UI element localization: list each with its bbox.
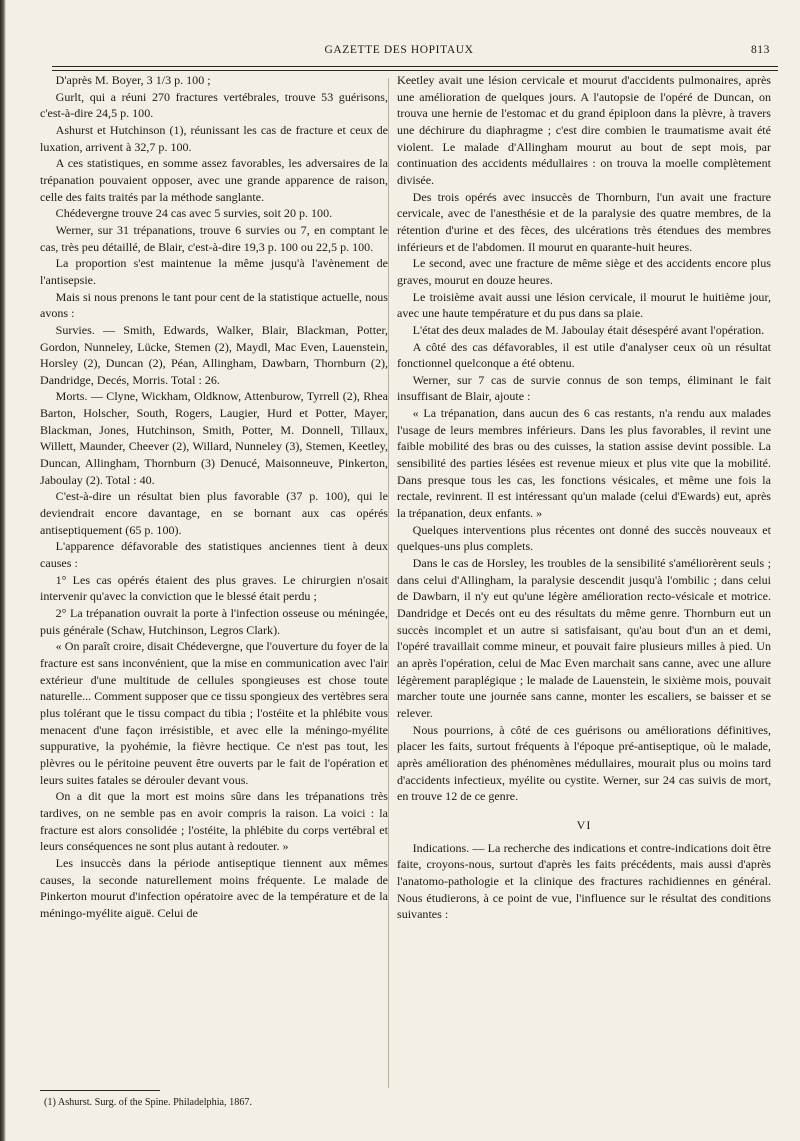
survivors-list: Survies. — Smith, Edwards, Walker, Blair, Blackman, Potter, Gordon, Nunneley, Lücke, Stemen (2), Maydl, Mac Even, Lauenstein, Horsley (2), Duncan (2), Péan, Allingham, Dawbarn, Thornburn (2), Dandridge, Decés, Morris. Total : 26. — [40, 322, 388, 387]
paragraph: D'après M. Boyer, 3 1/3 p. 100 ; — [55, 73, 211, 87]
paragraph: Keetley avait une lésion cervicale et mourut d'accidents pulmonaires, après une amélioration de quelques jours. A l'autopsie de l'opéré de Duncan, on trouva une hernie de l'estomac et du grand épiploon dans la plèvre, à travers une déchirure du diaphragme ; c'est dire combien le traumatisme avait été violent. Le malade d'Allingham mourut au bout de sept mois, par continuation des accidents médullaires : on trouva la moelle complètement divisée. — [397, 73, 771, 187]
section-number: VI — [576, 817, 592, 832]
paragraph: Le troisième avait aussi une lésion cervicale, il mourut le huitième jour, avec une haute température et du pus dans sa plaie. — [397, 289, 771, 321]
paragraph: Ashurst et Hutchinson (1), réunissant les cas de fracture et ceux de luxation, arrivent à 32,7 p. 100. — [40, 122, 388, 154]
paragraph: Les insuccès dans la période antiseptique tiennent aux mêmes causes, la seconde naturellement moins fréquente. Le malade de Pinkerton mourut d'infection opératoire avec de la température et de la méningo-myélite aiguë. Celui de — [40, 855, 388, 920]
paragraph: Le second, avec une fracture de même siège et des accidents encore plus graves, mourut en douze heures. — [397, 256, 771, 287]
paragraph: Werner, sur 7 cas de survie connus de son temps, éliminant le fait insuffisant de Blair, ajoute : — [397, 372, 771, 404]
page-binding-edge — [0, 0, 6, 1141]
paragraph: L'état des deux malades de M. Jaboulay était désespéré avant l'opération. — [412, 322, 765, 337]
paragraph: Des trois opérés avec insuccès de Thornburn, l'un avait une fracture cervicale, avec de l'anesthésie et de la paralysie des quatre membres, de la rétention d'urine et des fèces, des ulcérations très étendues des membres inférieurs et de l'abdomen. Il mourut en quarante-huit heures. — [397, 189, 771, 254]
paragraph: Werner, sur 31 trépanations, trouve 6 survies ou 7, en comptant le cas, très peu détaillé, de Blair, c'est-à-dire 19,3 p. 100 ou 22,5 p. 100. — [40, 222, 388, 254]
left-column — [40, 72, 388, 921]
quotation: « La trépanation, dans aucun des 6 cas restants, n'a rendu aux malades l'usage de leurs membres inférieurs. Dans les plus favorables, il revint une faible mobilité des bras ou des cuisses, la station assise devint possible. La sensibilité des parties lésées est revenue mieux et plus vite que la mobilité. Dans presque tous les cas, les fonctions vésicales, et même une fois la rectale, revinrent. Il est intéressant qu'un malade (celui d'Ewards) eut, après la trépanation, deux enfants. » — [397, 406, 771, 521]
running-header — [28, 44, 770, 62]
paragraph: Nous pourrions, à côté de ces guérisons ou améliorations définitives, placer les faits, surtout fréquents à l'époque pré-antiseptique, où le malade, après amélioration des phénomènes médullaires, mourait plus ou moins tard d'accidents infectieux, myélite ou cystite. Werner, sur 24 cas suivis de mort, en trouve 12 de ce genre. — [397, 722, 771, 804]
paragraph: 2° La trépanation ouvrait la porte à l'infection osseuse ou méningée, puis générale (Schaw, Hutchinson, Legros Clark). — [40, 606, 388, 637]
quotation: On a dit que la mort est moins sûre dans les trépanations très tardives, on ne semble pas en avoir compris la raison. La voici : la fracture est alors consolidée ; l'ostéite, la phlébite du corps vertébral et leurs conséquences ne sont plus autant à redouter. » — [40, 789, 388, 854]
paragraph: Dans le cas de Horsley, les troubles de la sensibilité s'améliorèrent seuls ; dans celui d'Allingham, la paralysie descendit jusqu'à l'ombilic ; dans celui de Dawbarn, il n'y eut qu'une légère amélioration recto-vésicale et motrice. Dandridge et Decés ont eu des résultats du même genre. Thornburn eut un succès incomplet et un autre si satisfaisant, qu'au bout d'un an et demi, l'opéré travaillait comme mineur, et pouvait faire plusieurs milles à pied. Un an après l'opération, celui de Mac Even marchait sans canne, avec une allure légèrement paraplégique ; le malade de Lauenstein, le sixième mois, pouvait marcher toute une journée sans canne, monter les escaliers, se baisser et se relever. — [397, 556, 771, 720]
paragraph: Mais si nous prenons le tant pour cent de la statistique actuelle, nous avons : — [40, 289, 388, 321]
header-rule-thick — [52, 66, 778, 67]
paragraph: Quelques interventions plus récentes ont donné des succès nouveaux et quelques-uns plus complets. — [397, 522, 771, 554]
page-number: 813 — [750, 44, 770, 56]
paragraph: Gurlt, qui a réuni 270 fractures vertébrales, trouve 53 guérisons, c'est-à-dire 24,5 p. 100. — [40, 89, 388, 121]
quotation: « On paraît croire, disait Chédevergne, que l'ouverture du foyer de la fracture est sans inconvénient, que la mise en communication avec l'air extérieur d'une multitude de cellules spongieuses est chose toute naturelle... Comment supposer que ce tissu spongieux des vertèbres sera plus tolérant que le tissu compact du tibia ; l'ostéite et la phlébite vous menacent d'une façon irrésistible, et avec elle la méningo-myélite suppurative, la pyohémie, la fièvre hectique. Ce n'est pas tout, les plèvres ou le péritoine peuvent être ouverts par le fait de l'opération et leurs suites fatales se dérouler devant vous. — [40, 639, 388, 787]
paragraph: Indications. — La recherche des indications et contre-indications doit être faite, croyons-nous, surtout d'après les faits précédents, mais aussi d'après l'anatomo-pathologie et la clinique des fractures rachidiennes en général. Nous étudierons, à ce point de vue, l'influence sur le résultat des conditions suivantes : — [397, 840, 771, 922]
paragraph: C'est-à-dire un résultat bien plus favorable (37 p. 100), qui le deviendrait encore davantage, en se bornant aux cas opérés antiseptiquement (65 p. 100). — [40, 489, 388, 537]
footnote: (1) Ashurst. Surg. of the Spine. Philadelphia, 1867. — [44, 1097, 253, 1108]
journal-title: GAZETTE DES HOPITAUX — [324, 44, 474, 56]
paragraph: La proportion s'est maintenue la même jusqu'à l'avènement de l'antisepsie. — [40, 256, 388, 287]
paragraph: A côté des cas défavorables, il est utile d'analyser ceux où un résultat fonctionnel quelconque a été obtenu. — [397, 339, 771, 371]
header-rule-thin — [52, 70, 778, 71]
footnote-rule — [40, 1090, 160, 1091]
paragraph: Chédevergne trouve 24 cas avec 5 survies, soit 20 p. 100. — [55, 206, 333, 221]
paragraph: L'apparence défavorable des statistiques anciennes tient à deux causes : — [40, 539, 388, 571]
paragraph: A ces statistiques, en somme assez favorables, les adversaires de la trépanation pouvaient opposer, avec une grande apparence de raison, celle des faits traités par la méthode sanglante. — [40, 156, 388, 204]
paragraph: 1° Les cas opérés étaient des plus graves. Le chirurgien n'osait intervenir qu'avec la conviction que le blessé était perdu ; — [40, 572, 388, 604]
right-column — [397, 72, 771, 923]
column-divider — [388, 78, 389, 1088]
deaths-list: Morts. — Clyne, Wickham, Oldknow, Attenburow, Tyrrell (2), Rhea Barton, Holscher, South, Rogers, Laugier, Hurd et Potter, Mayer, Blackman, Jones, Hutchinson, Smith, Potter, M. Donnell, Tillaux, Willett, Maunder, Cheever (2), Willard, Nunneley (3), Stemen, Keetley, Duncan, Allingham, Thornburn (3) Denucé, Maisonneuve, Pinkerton, Jaboulay (2). Total : 40. — [40, 389, 388, 487]
